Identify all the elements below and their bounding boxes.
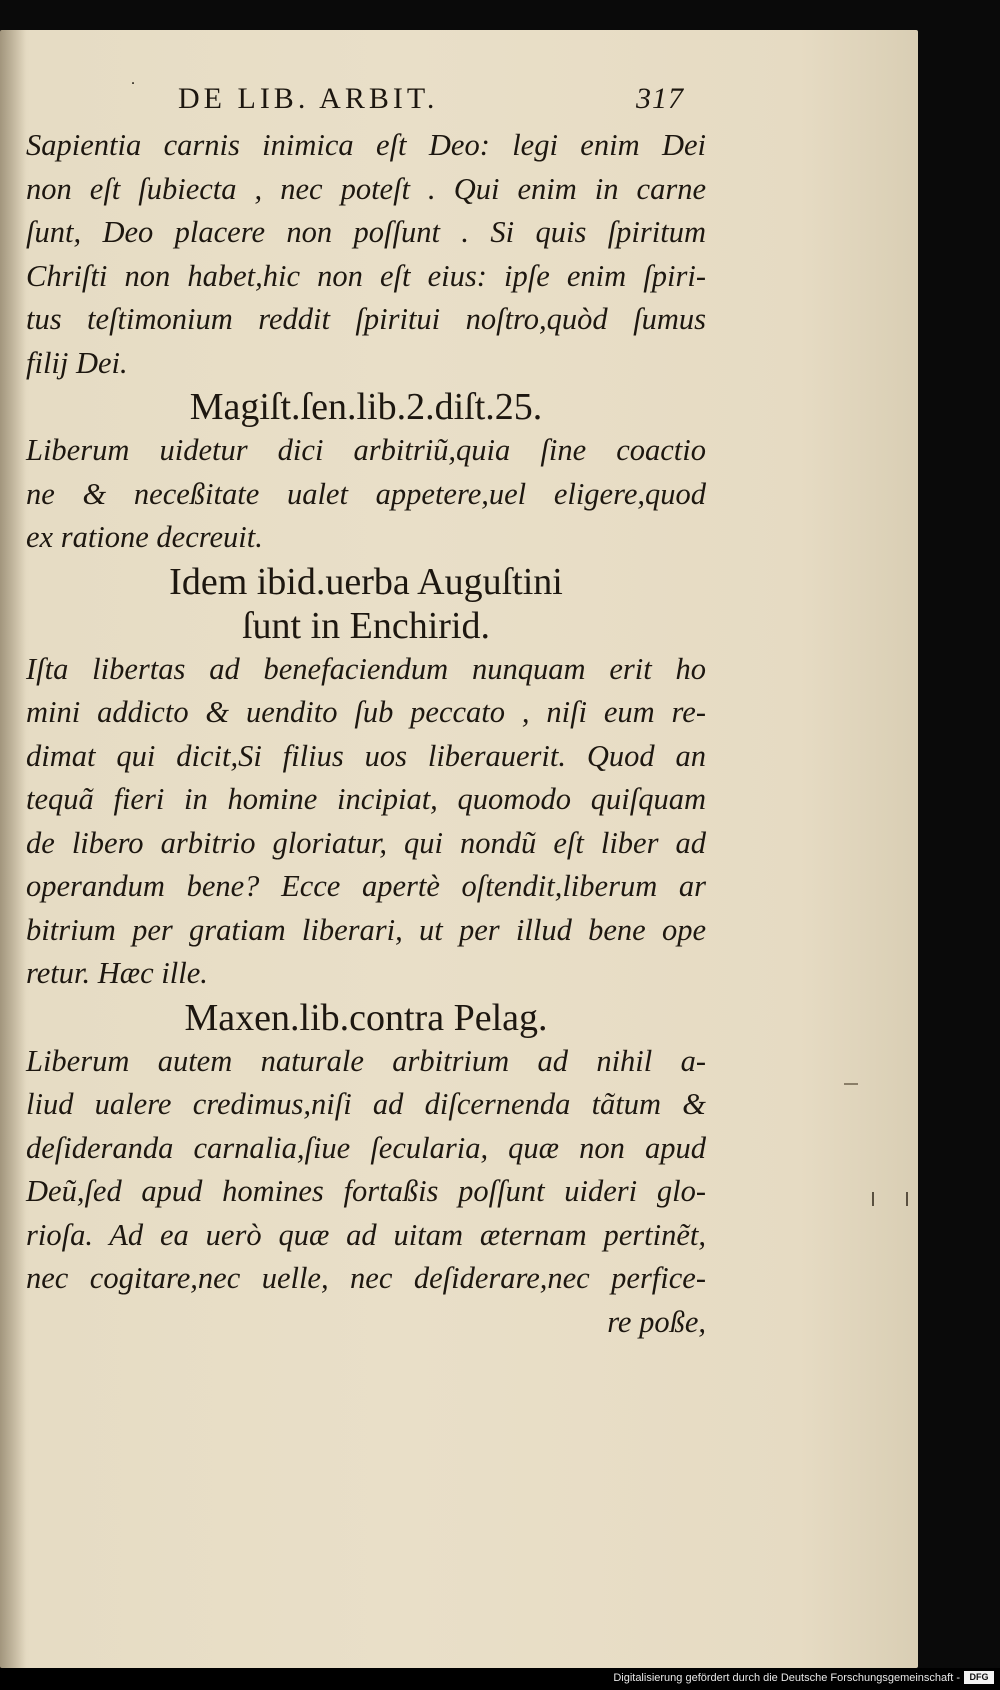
text-line: operandum bene? Ecce apertè oſtendit,liberum ar — [26, 869, 706, 903]
text-line: liud ualere credimus,niſi ad diſcernenda tãtum & — [26, 1087, 706, 1121]
section-heading — [26, 996, 706, 1040]
paragraph-augustine — [26, 648, 706, 996]
text-line: Liberum uidetur dici arbitriũ,quia ſine coactio — [26, 433, 706, 467]
heading-line: ſunt in Enchirid. — [241, 604, 491, 647]
text-line: Liberum autem naturale arbitrium ad nihil a- — [26, 1043, 706, 1078]
text-line: filij Dei. — [26, 345, 128, 380]
text-line: deſideranda carnalia,ſiue ſecularia, quæ non apud — [26, 1130, 706, 1165]
text-line: non eſt ſubiecta , nec poteſt . Qui enim in carne — [26, 171, 706, 206]
text-line: tus teſtimonium reddit ſpiritui noſtro,quòd ſumus — [26, 302, 706, 336]
heading-line: Maxen.lib.contra Pelag. — [184, 996, 548, 1039]
text-line: bitrium per gratiam liberari, ut per illud bene ope — [26, 912, 706, 947]
page-text — [26, 78, 706, 1344]
digitization-credit: Digitalisierung gefördert durch die Deutsche Forschungsgemeinschaft - — [613, 1672, 960, 1684]
text-line: ſunt, Deo placere non poſſunt . Si quis ſpiritum — [26, 215, 706, 249]
text-line: retur. Hæc ille. — [26, 956, 208, 990]
text-line: Iſta libertas ad benefaciendum nunquam erit ho — [26, 651, 706, 686]
text-line: nec cogitare,nec uelle, nec deſiderare,nec perfice- — [26, 1261, 706, 1295]
gutter-shadow — [0, 30, 26, 1668]
text-line: de libero arbitrio gloriatur, qui nondũ eſt liber ad — [26, 825, 706, 860]
text-line: tequã fieri in homine incipiat, quomodo quiſquam — [26, 782, 706, 816]
text-line: mini addicto & uendito ſub peccato , niſi eum re- — [26, 695, 706, 729]
margin-tick — [872, 1192, 874, 1206]
text-line: rioſa. Ad ea uerò quæ ad uitam æternam pertinẽt, — [26, 1217, 706, 1252]
running-head — [26, 78, 706, 124]
heading-line: Idem ibid.uerba Auguſtini — [169, 560, 563, 603]
paragraph-scripture — [26, 124, 706, 385]
text-line: ex ratione decreuit. — [26, 520, 263, 554]
text-line: Chriſti non habet,hic non eſt eius: ipſe enim ſpiri- — [26, 258, 706, 293]
text-line: Deũ,ſed apud homines fortaßis poſſunt uideri glo- — [26, 1174, 706, 1208]
text-line: Sapientia carnis inimica eſt Deo: legi enim Dei — [26, 128, 706, 162]
heading-line: Magiſt.ſen.lib.2.diſt.25. — [189, 386, 543, 428]
paragraph-magister — [26, 429, 706, 560]
catchword: re poße, — [607, 1304, 706, 1339]
text-line: ne & neceßitate ualet appetere,uel eligere,quod — [26, 476, 706, 511]
text-line: dimat qui dicit,Si filius uos liberauerit. Quod an — [26, 738, 706, 773]
running-head-mark: ˙ — [130, 78, 140, 98]
running-head-title: DE LIB. ARBIT. — [178, 82, 439, 115]
dfg-logo: DFG — [964, 1671, 994, 1684]
margin-tick — [906, 1192, 908, 1206]
paragraph-maxentius — [26, 1040, 706, 1345]
section-heading — [26, 560, 706, 648]
margin-mark — [844, 1083, 858, 1085]
page-number: 317 — [636, 82, 684, 115]
section-heading — [26, 385, 706, 429]
